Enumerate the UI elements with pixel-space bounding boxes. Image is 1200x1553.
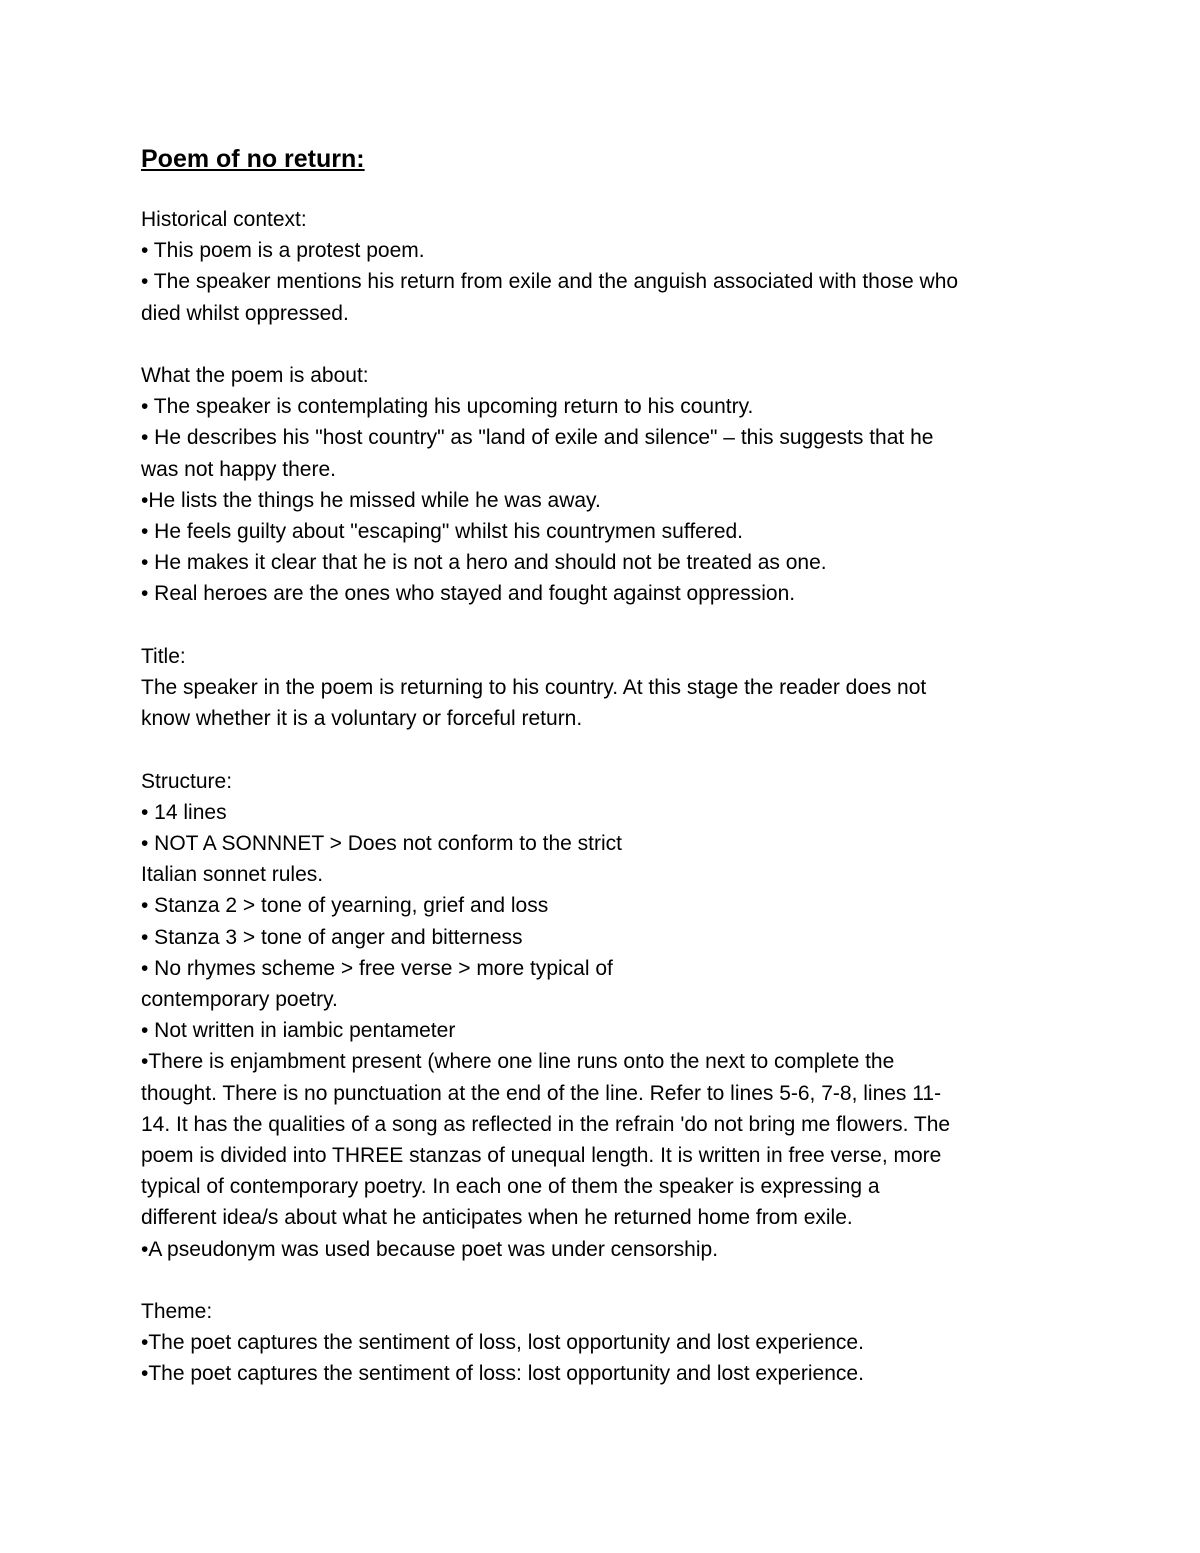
text-line: • Stanza 3 > tone of anger and bitterness <box>141 925 523 949</box>
section-heading: Theme: <box>141 1300 213 1324</box>
text-line: Italian sonnet rules. <box>141 863 324 887</box>
section-3 <box>141 766 1101 1265</box>
text-line: • Not written in iambic pentameter <box>141 1019 456 1043</box>
document-body <box>141 204 1101 1390</box>
section-heading: Title: <box>141 644 186 668</box>
text-line: • He makes it clear that he is not a hero and should not be treated as one. <box>141 551 827 575</box>
text-line: • This poem is a protest poem. <box>141 239 425 263</box>
section-2 <box>141 641 1101 735</box>
text-line: • The speaker mentions his return from exile and the anguish associated with those who <box>141 270 959 294</box>
text-line: The speaker in the poem is returning to his country. At this stage the reader does not <box>141 676 927 700</box>
text-line: •He lists the things he missed while he was away. <box>141 488 601 512</box>
text-line: • 14 lines <box>141 800 227 824</box>
section-heading: Historical context: <box>141 208 307 231</box>
text-line: different idea/s about what he anticipates when he returned home from exile. <box>141 1206 853 1230</box>
text-line: •A pseudonym was used because poet was under censorship. <box>141 1237 719 1261</box>
section-gap <box>141 610 1101 641</box>
section-1 <box>141 360 1101 610</box>
text-line: died whilst oppressed. <box>141 301 349 325</box>
text-line: typical of contemporary poetry. In each one of them the speaker is expressing a <box>141 1175 880 1199</box>
section-gap <box>141 734 1101 765</box>
text-line: • Real heroes are the ones who stayed and fought against oppression. <box>141 582 796 606</box>
text-line: •The poet captures the sentiment of loss: lost opportunity and lost experience. <box>141 1362 864 1386</box>
section-gap <box>141 1265 1101 1296</box>
document-title: Poem of no return: <box>141 145 365 173</box>
section-heading: Structure: <box>141 769 233 793</box>
text-line: •There is enjambment present (where one line runs onto the next to complete the <box>141 1050 895 1074</box>
text-line: thought. There is no punctuation at the end of the line. Refer to lines 5-6, 7-8, lines 11- <box>141 1081 942 1105</box>
text-line: poem is divided into THREE stanzas of unequal length. It is written in free verse, more <box>141 1144 942 1168</box>
text-line: • He feels guilty about "escaping" whilst his countrymen suffered. <box>141 520 744 544</box>
text-line: was not happy there. <box>141 457 336 481</box>
section-4 <box>141 1296 1101 1390</box>
text-line: know whether it is a voluntary or forceful return. <box>141 707 583 731</box>
text-line: 14. It has the qualities of a song as reflected in the refrain 'do not bring me flowers. The <box>141 1112 951 1136</box>
text-line: contemporary poetry. <box>141 988 338 1012</box>
text-line: • NOT A SONNNET > Does not conform to the strict <box>141 832 623 856</box>
text-line: •The poet captures the sentiment of loss, lost opportunity and lost experience. <box>141 1331 864 1355</box>
text-line: • No rhymes scheme > free verse > more typical of <box>141 956 613 980</box>
text-line: • The speaker is contemplating his upcoming return to his country. <box>141 395 754 419</box>
section-heading: What the poem is about: <box>141 364 369 387</box>
text-line: • Stanza 2 > tone of yearning, grief and loss <box>141 894 549 918</box>
section-0 <box>141 204 1101 329</box>
section-gap <box>141 329 1101 360</box>
text-line: • He describes his "host country" as "land of exile and silence" – this suggests that he <box>141 426 934 450</box>
document-page <box>141 142 1101 1390</box>
